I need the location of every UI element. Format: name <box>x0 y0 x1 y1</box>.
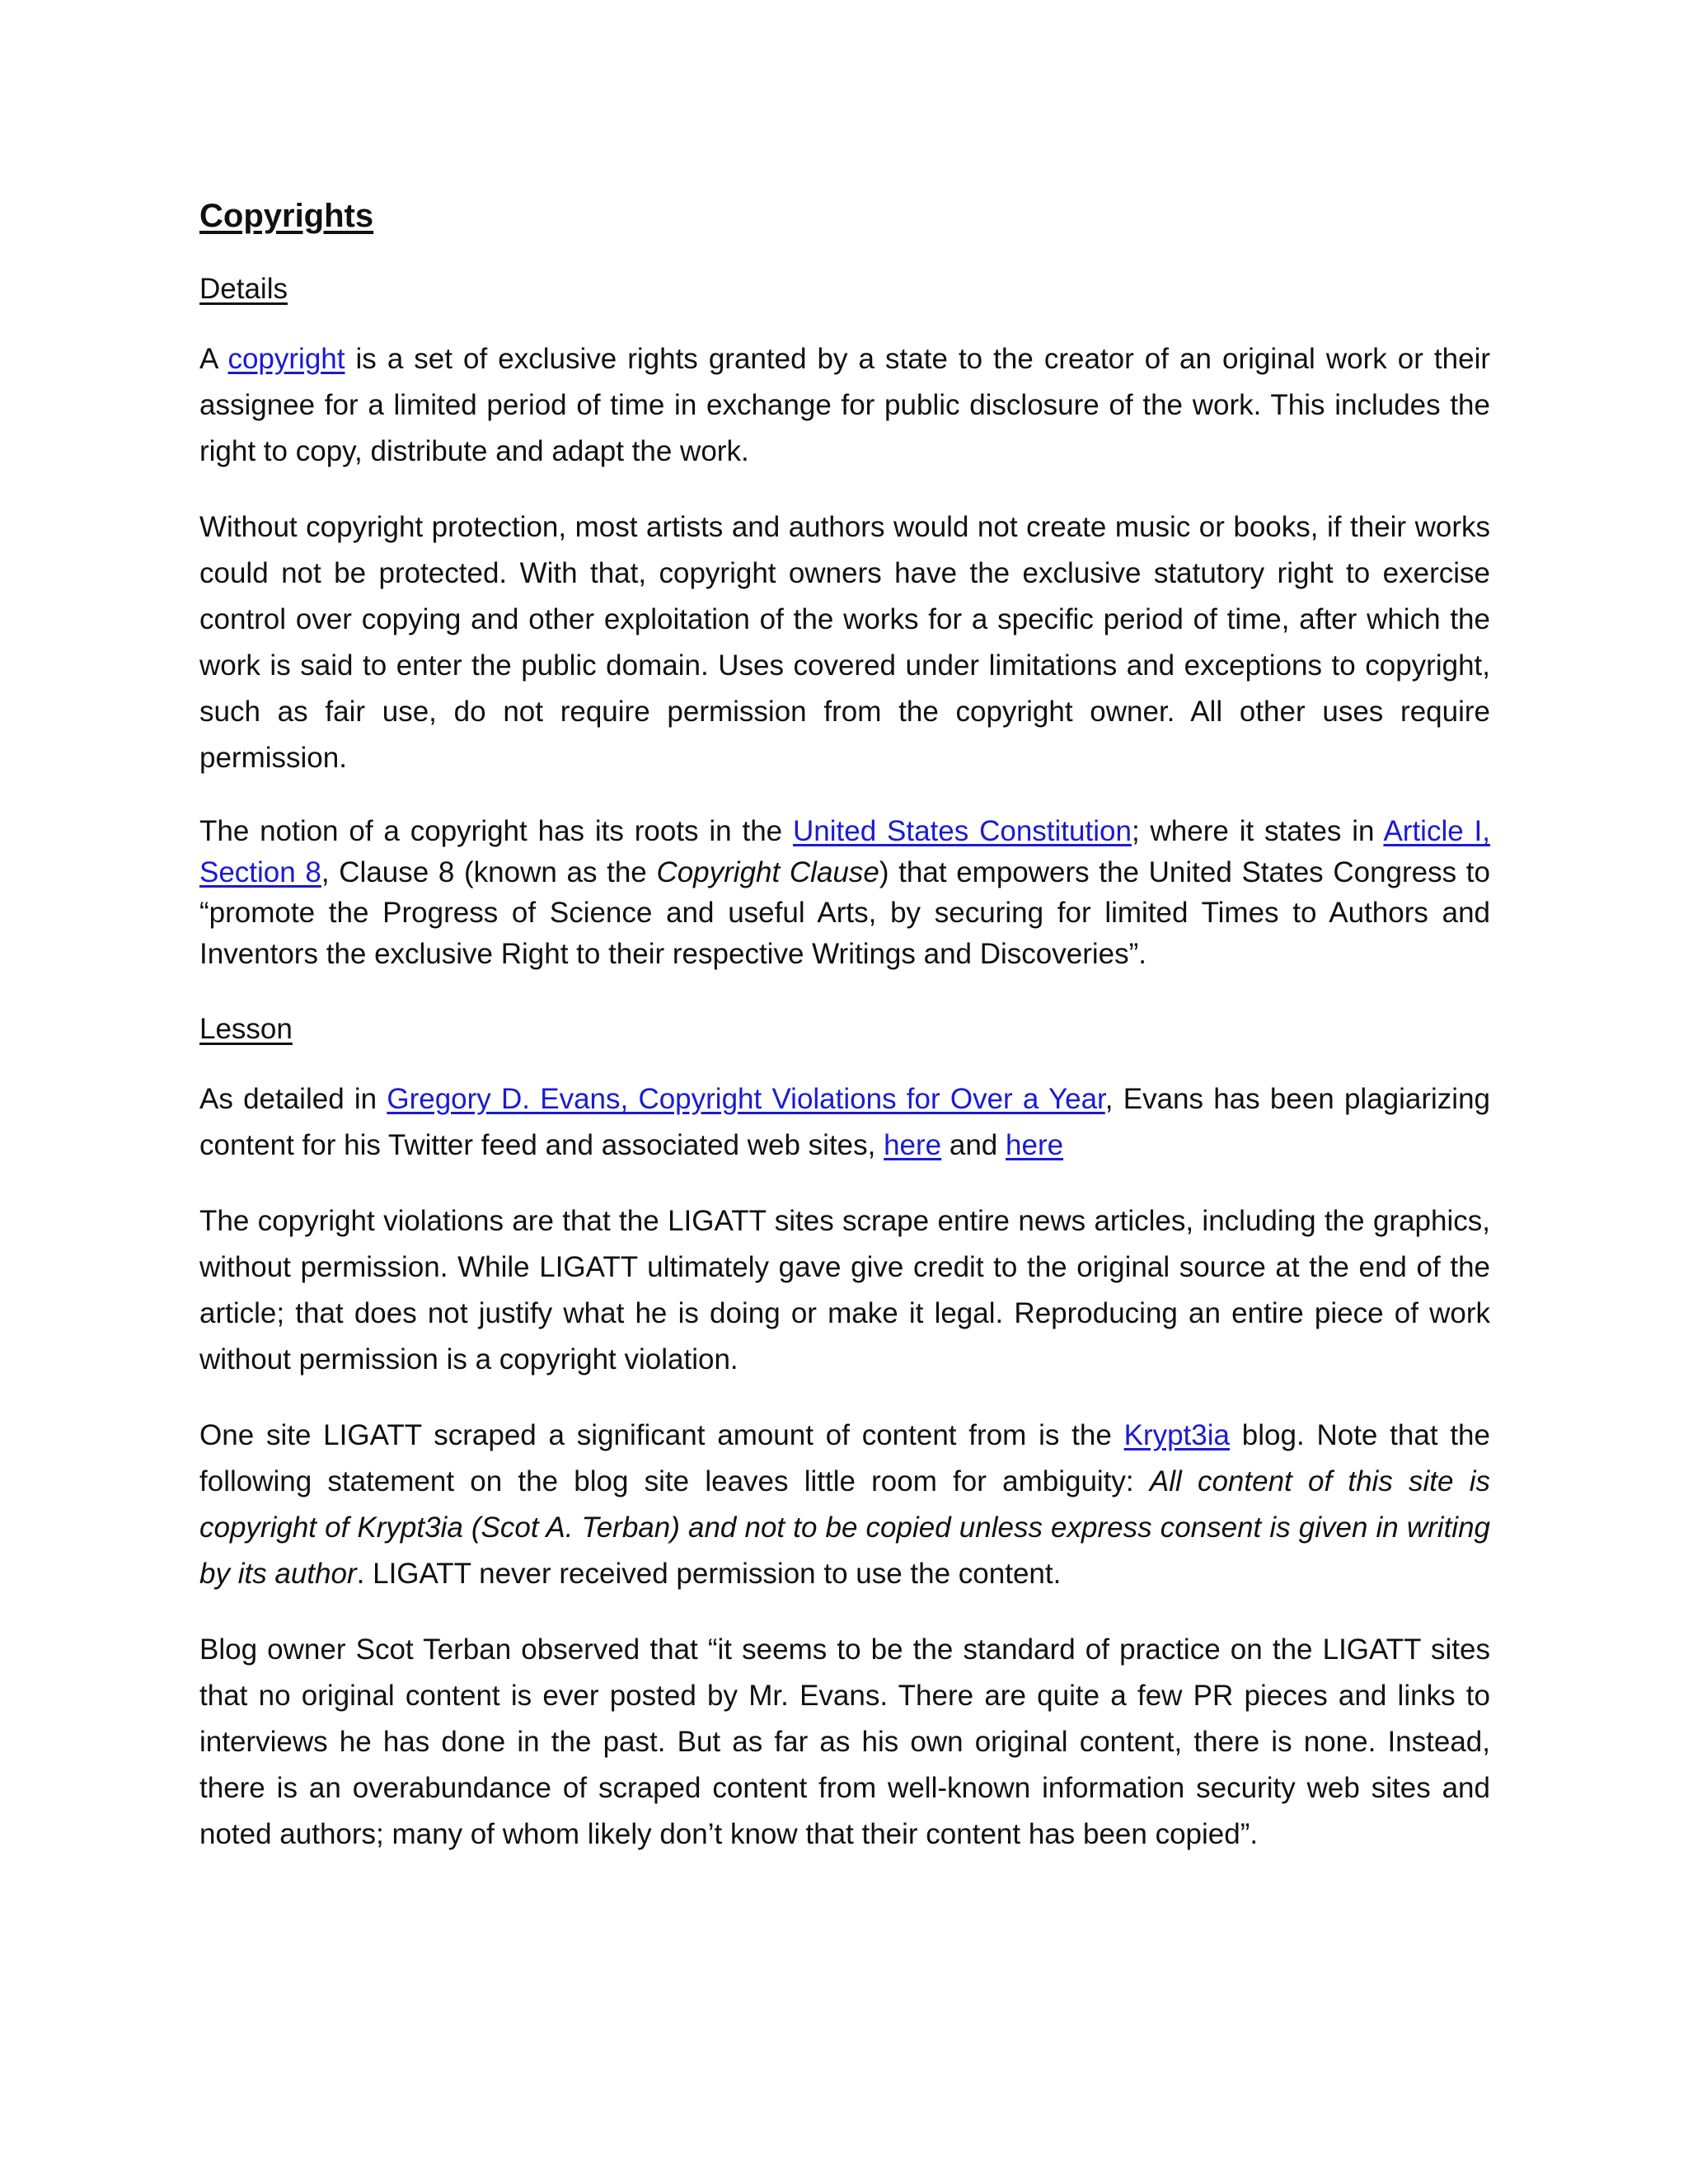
paragraph-copyright-protection: Without copyright protection, most artists and authors would not create music or books, if their works could not be protected. With that, copyright owners have the exclusive statutory right to exercise control over copying and other exploitation of the works for a specific period of time, after which the work is said to enter the public domain. Uses covered under limitations and exceptions to copyright, such as fair use, do not require permission from the copyright owner. All other uses require permission. <box>199 511 1490 774</box>
evans-article-link[interactable]: Gregory D. Evans, Copyright Violations for Over a Year <box>387 1083 1105 1115</box>
page-title: Copyrights <box>199 198 374 234</box>
text-run: and <box>941 1129 1006 1161</box>
copyright-link[interactable]: copyright <box>227 343 345 375</box>
text-run: One site LIGATT scraped a significant amount of content from is the <box>199 1419 1124 1451</box>
text-run: As detailed in <box>199 1083 387 1115</box>
text-run: blog. Note that the following statement on the blog site leaves little room for ambiguity: <box>199 1419 1490 1497</box>
copyright-clause-emphasis: Copyright Clause <box>656 855 879 888</box>
details-heading: Details <box>199 273 288 305</box>
article-section-link[interactable]: Article I, Section 8 <box>199 815 1490 888</box>
text-run: , Clause 8 (known as the <box>321 855 657 888</box>
text-run: . LIGATT never received permission to use the content. <box>356 1558 1062 1590</box>
paragraph-violations: The copyright violations are that the LIGATT sites scrape entire news articles, including the graphics, without permission. While LIGATT ultimately gave give credit to the original source at the end of the article; that does not justify what he is doing or make it legal. Reproducing an entire piece of work without permission is a copyright violation. <box>199 1205 1490 1376</box>
document-page <box>199 196 1490 1887</box>
copyright-statement-emphasis: All content of this site is copyright of Krypt3ia (Scot A. Terban) and not to be copied unless express consent is given in writing by its author <box>199 1465 1490 1590</box>
paragraph-krypt3ia <box>199 1413 1490 1597</box>
us-constitution-link[interactable]: United States Constitution <box>793 815 1132 847</box>
paragraph-evans <box>199 1076 1490 1169</box>
text-run: ; where it states in <box>1131 815 1384 847</box>
text-run: ) that empowers the United States Congress to “promote the Progress of Science and useful Arts, by securing for limited Times to Authors and Inventors the exclusive Right to their respective Writings and Discoveries”. <box>199 855 1490 970</box>
text-run: A <box>199 343 228 375</box>
text-run: The notion of a copyright has its roots in the <box>199 815 793 847</box>
text-run: is a set of exclusive rights granted by a state to the creator of an original work or their assignee for a limited period of time in exchange for public disclosure of the work. This includes the right to copy, distribute and adapt the work. <box>199 343 1490 467</box>
lesson-heading: Lesson <box>199 1013 293 1045</box>
here-link-1[interactable]: here <box>884 1129 942 1161</box>
paragraph-terban-quote: Blog owner Scot Terban observed that “it seems to be the standard of practice on the LIGATT sites that no original content is ever posted by Mr. Evans. There are quite a few PR pieces and links to interviews he has done in the past. But as far as his own original content, there is none. Instead, there is an overabundance of scraped content from well-known information security web sites and noted authors; many of whom likely don’t know that their content has been copied”. <box>199 1633 1490 1850</box>
text-run: , Evans has been plagiarizing content for his Twitter feed and associated web sites, <box>199 1083 1490 1161</box>
here-link-2[interactable]: here <box>1006 1129 1064 1161</box>
paragraph-constitution <box>199 811 1490 974</box>
krypt3ia-link[interactable]: Krypt3ia <box>1123 1419 1230 1451</box>
paragraph-copyright-definition <box>199 336 1490 475</box>
